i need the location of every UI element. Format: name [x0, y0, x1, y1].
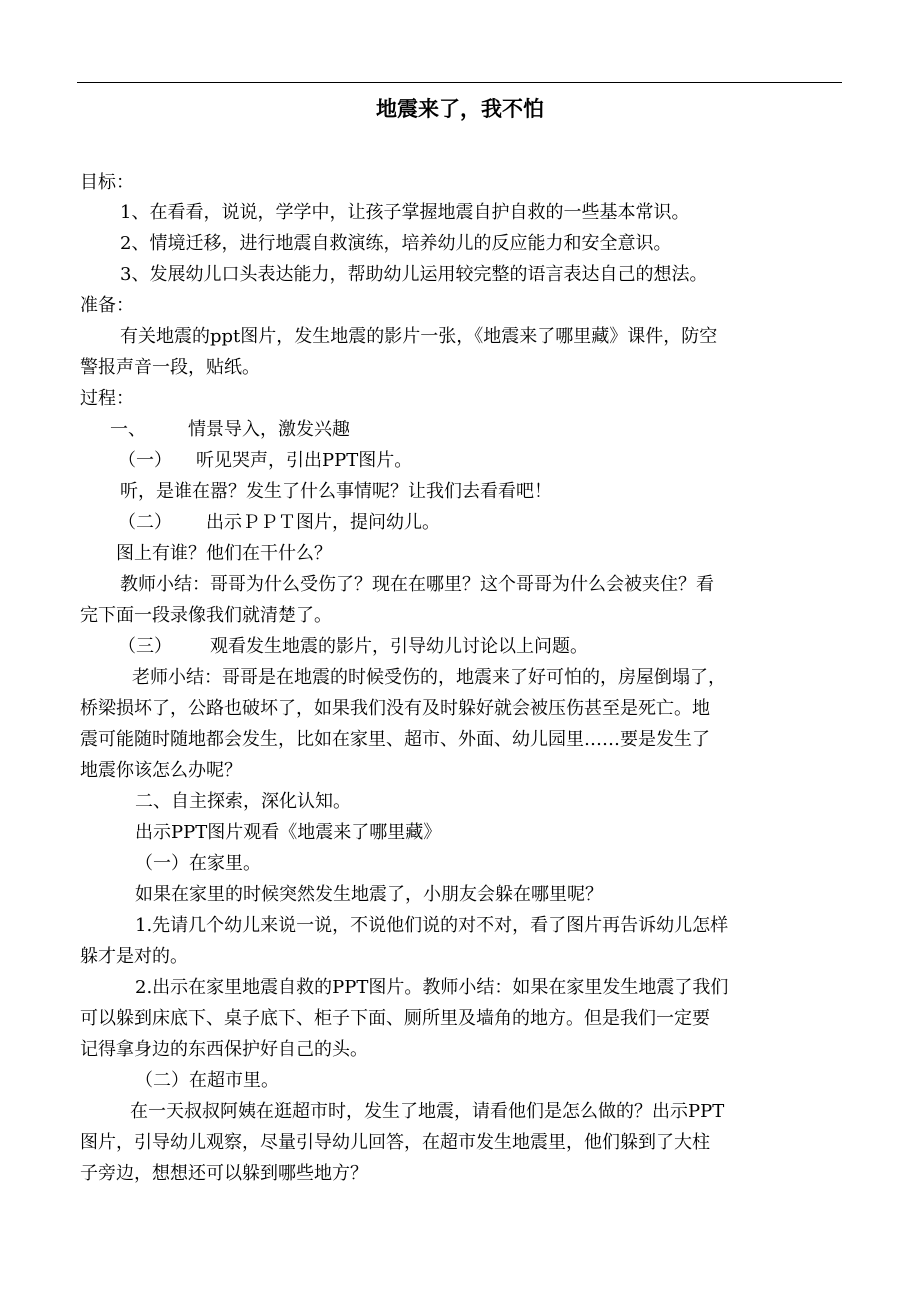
step-heading-2: 二、自主探索，深化认知。: [135, 791, 351, 812]
paragraph-home-2-line-2: 可以躲到床底下、桌子底下、柜子下面、厕所里及墙角的地方。但是我们一定要: [80, 1008, 710, 1029]
substep-1-number: （一）: [118, 450, 172, 471]
substep-2-text: 出示ＰＰＴ图片，提问幼儿。: [206, 512, 440, 533]
paragraph-home-2-line-1: 2.出示在家里地震自救的PPT图片。教师小结：如果在家里发生地震了我们: [135, 977, 729, 998]
paragraph-home-question: 如果在家里的时候突然发生地震了，小朋友会躲在哪里呢？: [135, 884, 603, 905]
substep-2-number: （二）: [118, 512, 172, 533]
substep-3-text: 观看发生地震的影片，引导幼儿讨论以上问题。: [210, 636, 588, 657]
substep-1-text: 听见哭声，引出PPT图片。: [196, 450, 413, 471]
paragraph-supermarket-line-3: 子旁边，想想还可以躲到哪些地方？: [80, 1163, 368, 1184]
substep-1: [80, 446, 883, 476]
paragraph-summary-1-line-2: 完下面一段录像我们就清楚了。: [80, 605, 332, 626]
paragraph-summary-2-line-4: 地震你该怎么办呢？: [80, 760, 242, 781]
substep-2: [80, 508, 883, 538]
paragraph-listen: 听，是谁在嚣？发生了什么事情呢？让我们去看看吧！: [120, 481, 552, 502]
section-heading-goals: 目标：: [80, 172, 134, 193]
paragraph-question: 图上有谁？他们在干什么？: [116, 543, 332, 564]
paragraph-show-ppt: 出示PPT图片观看《地震来了哪里藏》: [135, 822, 442, 843]
section-heading-preparation: 准备：: [80, 295, 134, 316]
paragraph-supermarket-line-1: 在一天叔叔阿姨在逛超市时，发生了地震，请看他们是怎么做的？出示PPT: [130, 1101, 725, 1122]
step-heading-1-number: 一、: [110, 419, 146, 440]
preparation-text-line-1: 有关地震的ppt图片，发生地震的影片一张，《地震来了哪里藏》课件，防空: [120, 326, 718, 347]
paragraph-home-1-line-2: 躲才是对的。: [80, 946, 188, 967]
step-heading-1-text: 情景导入，激发兴趣: [188, 419, 350, 440]
preparation-text-line-2: 警报声音一段，贴纸。: [80, 357, 260, 378]
substep-supermarket: （二）在超市里。: [135, 1070, 279, 1091]
paragraph-home-2-line-3: 记得拿身边的东西保护好自己的头。: [80, 1039, 368, 1060]
substep-3-number: （三）: [118, 636, 172, 657]
section-heading-process: 过程：: [80, 388, 134, 409]
step-heading-1: [80, 415, 875, 445]
document-title: 地震来了，我不怕: [376, 96, 544, 121]
substep-3: [80, 632, 883, 662]
paragraph-supermarket-line-2: 图片，引导幼儿观察，尽量引导幼儿回答，在超市发生地震里，他们躲到了大柱: [80, 1132, 710, 1153]
paragraph-summary-2-line-1: 老师小结：哥哥是在地震的时候受伤的，地震来了好可怕的，房屋倒塌了，: [132, 667, 726, 688]
paragraph-summary-2-line-3: 震可能随时随地都会发生，比如在家里、超市、外面、幼儿园里……要是发生了: [80, 729, 710, 750]
header-rule: [77, 82, 842, 83]
substep-home: （一）在家里。: [135, 853, 261, 874]
paragraph-summary-1-line-1: 教师小结：哥哥为什么受伤了？现在在哪里？这个哥哥为什么会被夹住？看: [120, 574, 714, 595]
goal-item-2: 2、情境迁移，进行地震自救演练，培养幼儿的反应能力和安全意识。: [120, 233, 672, 254]
paragraph-home-1-line-1: 1.先请几个幼儿来说一说，不说他们说的对不对，看了图片再告诉幼儿怎样: [135, 915, 729, 936]
paragraph-summary-2-line-2: 桥梁损坏了，公路也破坏了，如果我们没有及时躲好就会被压伤甚至是死亡。地: [80, 698, 710, 719]
goal-item-3: 3、发展幼儿口头表达能力，帮助幼儿运用较完整的语言表达自己的想法。: [120, 264, 708, 285]
goal-item-1: 1、在看看，说说，学学中，让孩子掌握地震自护自救的一些基本常识。: [120, 202, 690, 223]
